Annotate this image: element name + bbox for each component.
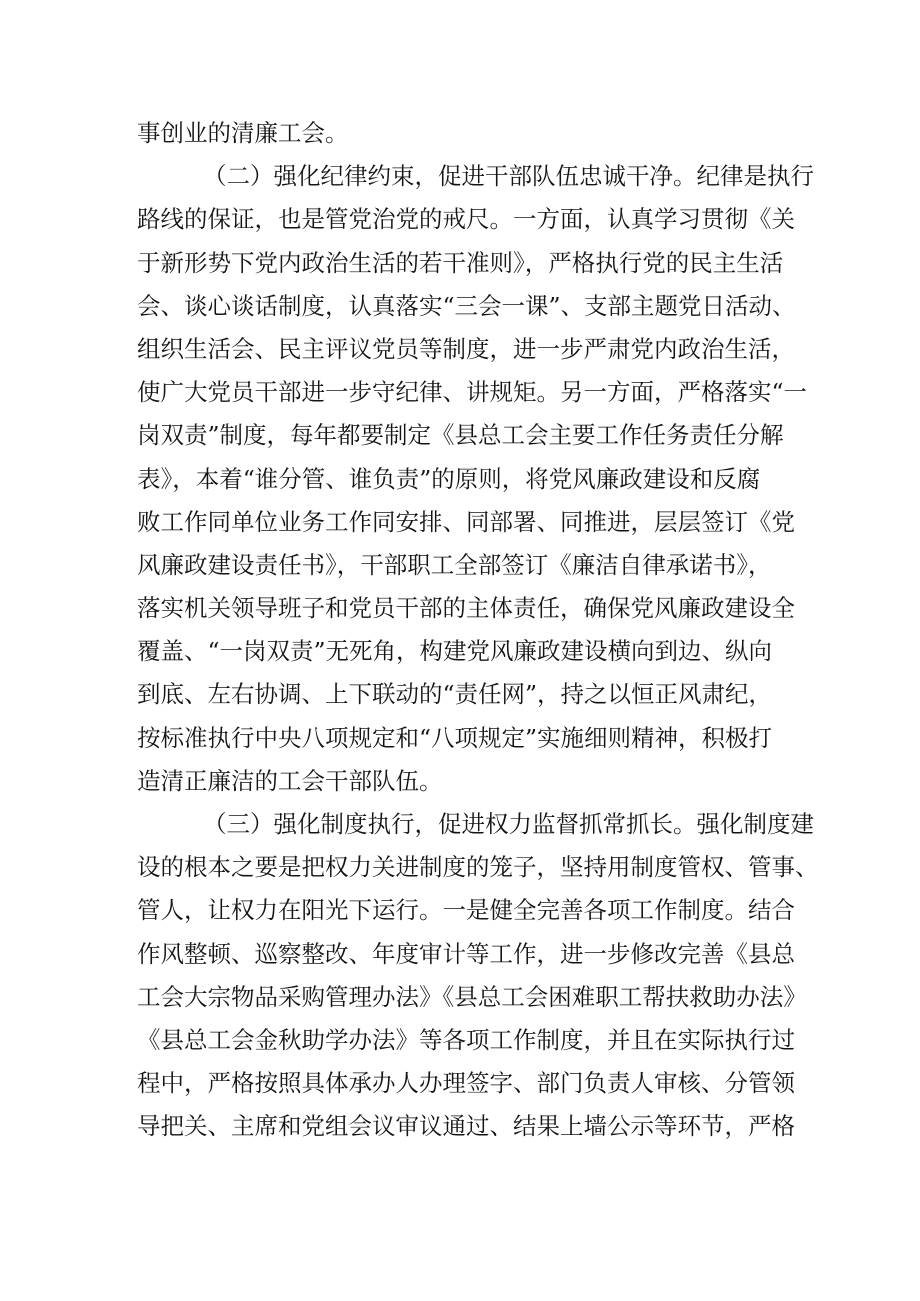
text-line: 导把关、主席和党组会议审议通过、结果上墙公示等环节，严格 xyxy=(137,1112,795,1141)
text-line: 败工作同单位业务工作同安排、同部署、同推进，层层签订《党 xyxy=(137,507,795,536)
text-line: 会、谈心谈话制度，认真落实“三会一课”、支部主题党日活动、 xyxy=(137,291,796,320)
text-line: 工会大宗物品采购管理办法》《县总工会困难职工帮扶救助办法》 xyxy=(137,982,807,1011)
text-line: 设的根本之要是把权力关进制度的笼子，坚持用制度管权、管事、 xyxy=(137,853,819,882)
text-line: 按标准执行中央八项规定和“八项规定”实施细则精神，积极打 xyxy=(137,723,773,752)
paragraph-heading-line: （三）强化制度执行，促进权力监督抓常抓长。强化制度建 xyxy=(203,810,814,838)
text-line: 管人，让权力在阳光下运行。一是健全完善各项工作制度。结合 xyxy=(137,896,795,925)
text-line: 程中，严格按照具体承办人办理签字、部门负责人审核、分管领 xyxy=(137,1069,795,1098)
body-text xyxy=(137,112,819,1149)
text-line: 事创业的清廉工会。 xyxy=(137,119,349,147)
text-line: 落实机关领导班子和党员干部的主体责任，确保党风廉政建设全 xyxy=(137,594,795,623)
text-line: 表》，本着“谁分管、谁负责”的原则，将党风廉政建设和反腐 xyxy=(137,464,761,493)
text-line: 于新形势下党内政治生活的若干准则》，严格执行党的民主生活 xyxy=(137,248,784,277)
text-line: 造清正廉洁的工会干部队伍。 xyxy=(137,766,443,795)
text-line: 岗双责”制度，每年都要制定《县总工会主要工作任务责任分解 xyxy=(137,421,784,450)
text-line: 组织生活会、民主评议党员等制度，进一步严肃党内政治生活， xyxy=(137,334,795,363)
paragraph-heading-line: （二）强化纪律约束，促进干部队伍忠诚干净。纪律是执行 xyxy=(203,162,814,191)
text-line: 《县总工会金秋助学办法》等各项工作制度，并且在实际执行过 xyxy=(137,1025,795,1054)
text-line: 路线的保证，也是管党治党的戒尺。一方面，认真学习贯彻《关 xyxy=(137,205,795,234)
text-line: 到底、左右协调、上下联动的“责任网”，持之以恒正风肃纪， xyxy=(137,680,773,709)
text-line: 风廉政建设责任书》，干部职工全部签订《廉洁自律承诺书》， xyxy=(137,550,772,579)
text-line: 覆盖、“一岗双责”无死角，构建党风廉政建设横向到边、纵向 xyxy=(137,637,773,666)
text-line: 作风整顿、巡察整改、年度审计等工作，进一步修改完善《县总 xyxy=(137,939,795,968)
text-line: 使广大党员干部进一步守纪律、讲规矩。另一方面，严格落实“一 xyxy=(137,378,808,407)
